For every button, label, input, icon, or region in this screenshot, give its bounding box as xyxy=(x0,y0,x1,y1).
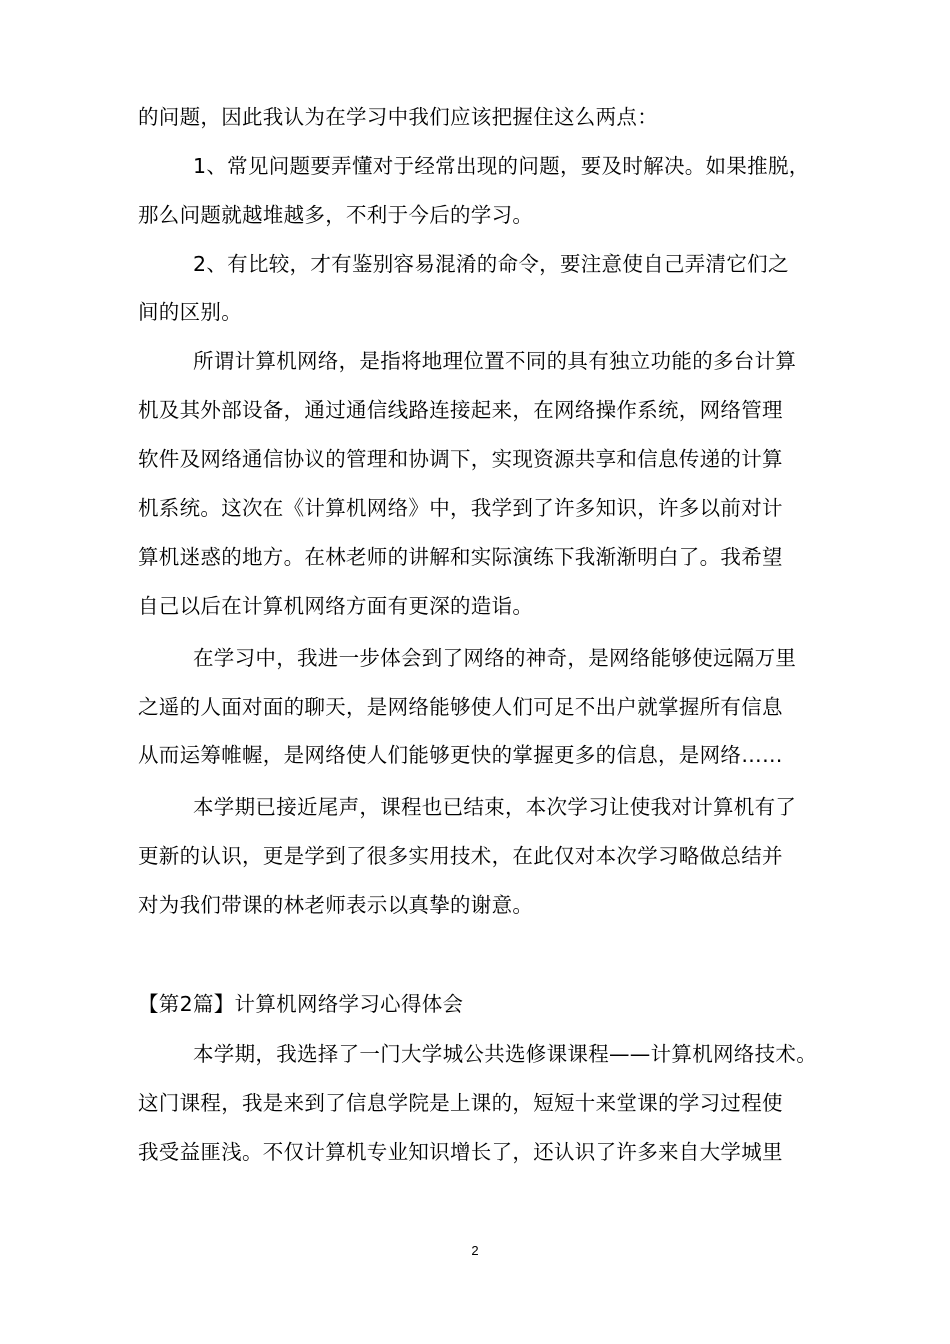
paragraph-line: 机及其外部设备，通过通信线路连接起来，在网络操作系统，网络管理 xyxy=(138,398,783,422)
paragraph-line: 本学期已接近尾声，课程也已结束，本次学习让使我对计算机有了 xyxy=(193,795,797,819)
paragraph-line: 2、有比较，才有鉴别容易混淆的命令，要注意使自己弄清它们之 xyxy=(193,252,789,276)
paragraph-line: 从而运筹帷幄，是网络使人们能够更快的掌握更多的信息，是网络…… xyxy=(138,743,783,767)
paragraph-line: 软件及网络通信协议的管理和协调下，实现资源共享和信息传递的计算 xyxy=(138,447,783,471)
paragraph-line: 更新的认识，更是学到了很多实用技术，在此仅对本次学习略做总结并 xyxy=(138,844,783,868)
paragraph-line: 在学习中，我进一步体会到了网络的神奇，是网络能够使远隔万里 xyxy=(193,646,797,670)
paragraph-line: 间的区别。 xyxy=(138,300,242,324)
paragraph-line: 1、常见问题要弄懂对于经常出现的问题，要及时解决。如果推脱， xyxy=(193,154,810,178)
paragraph-line: 所谓计算机网络，是指将地理位置不同的具有独立功能的多台计算 xyxy=(193,349,797,373)
paragraph-line: 本学期，我选择了一门大学城公共选修课课程——计算机网络技术。 xyxy=(193,1042,817,1066)
paragraph-line: 对为我们带课的林老师表示以真挚的谢意。 xyxy=(138,893,534,917)
paragraph-line: 自己以后在计算机网络方面有更深的造诣。 xyxy=(138,594,534,618)
paragraph-line: 的问题，因此我认为在学习中我们应该把握住这么两点： xyxy=(138,105,658,129)
paragraph-line: 机系统。这次在《计算机网络》中，我学到了许多知识，许多以前对计 xyxy=(138,496,783,520)
paragraph-line: 这门课程，我是来到了信息学院是上课的，短短十来堂课的学习过程使 xyxy=(138,1091,783,1115)
paragraph-line: 算机迷惑的地方。在林老师的讲解和实际演练下我渐渐明白了。我希望 xyxy=(138,545,783,569)
page-number: 2 xyxy=(471,1243,479,1258)
paragraph-line: 我受益匪浅。不仅计算机专业知识增长了，还认识了许多来自大学城里 xyxy=(138,1140,783,1164)
paragraph-line: 那么问题就越堆越多，不利于今后的学习。 xyxy=(138,203,534,227)
section-heading: 【第2篇】计算机网络学习心得体会 xyxy=(138,992,464,1016)
paragraph-line: 之遥的人面对面的聊天，是网络能够使人们可足不出户就掌握所有信息 xyxy=(138,695,783,719)
